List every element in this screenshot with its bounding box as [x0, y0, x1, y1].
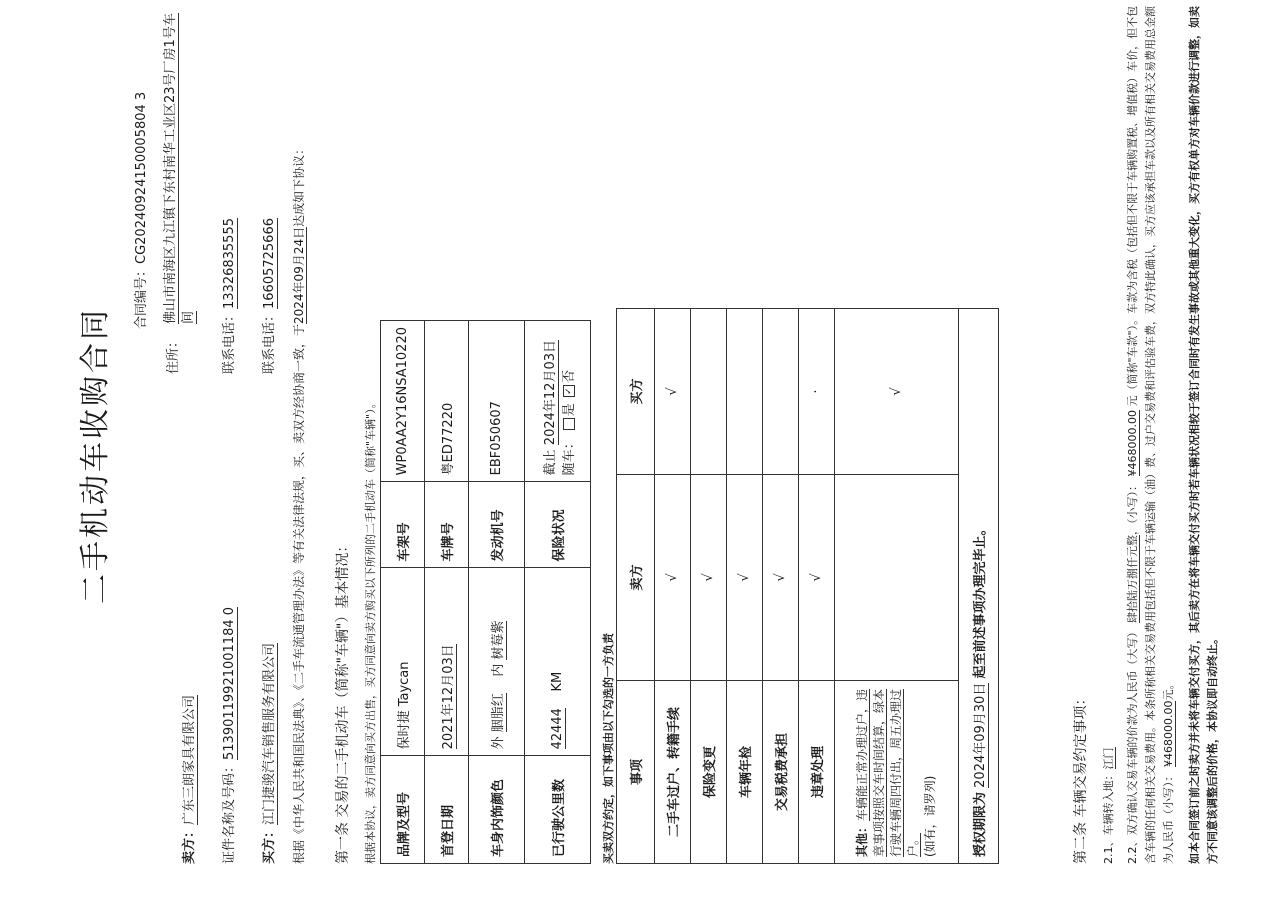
- reg-date-value: 2021年12月03日: [441, 644, 456, 750]
- reg-date-label: 首登日期: [425, 756, 469, 864]
- seller-address-row: [162, 335, 181, 374]
- insurance-deadline-line: [539, 327, 558, 475]
- mileage-value: 42444: [550, 708, 565, 750]
- resp-other-seller: [835, 475, 959, 681]
- resp-seller-check: √: [691, 475, 727, 681]
- buyer-name: 江门捷骏汽车销售服务有限公司: [262, 642, 277, 825]
- buyer-phone-value: 16605725666: [262, 218, 277, 309]
- plate-value: 粤ED77220: [425, 321, 469, 482]
- resp-row: [727, 309, 763, 864]
- resp-other-buyer: √: [835, 309, 959, 475]
- checkbox-yes[interactable]: [563, 418, 575, 430]
- resp-item: 违章处理: [799, 681, 835, 864]
- seller-address: [162, 4, 198, 324]
- color-cell: [469, 568, 525, 756]
- vin-label: 车架号: [381, 482, 425, 568]
- engine-value: EBF050607: [469, 321, 525, 482]
- resp-buyer-check: √: [655, 309, 691, 475]
- color-inner-prefix: 内: [491, 663, 506, 677]
- item-2-2-a: 双方确认交易车辆的价款为人民币（大写）: [1126, 626, 1139, 836]
- seller-id-label: 证件名称及号码：: [222, 759, 237, 864]
- item-2-2-no: 2.2、: [1126, 835, 1139, 864]
- checkbox-no[interactable]: ✓: [563, 385, 575, 397]
- intro-date: 2024年09月24日: [292, 226, 306, 324]
- contract-number-label: 合同编号：: [134, 263, 149, 329]
- plate-label: 车牌号: [425, 482, 469, 568]
- seller-id-row: [218, 607, 237, 864]
- item-2-2: [1124, 4, 1178, 864]
- intro-text-a: 根据《中华人民共和国民法典》、《二手车流通管理办法》等有关法律法规，买、卖双方经协商一致，于: [292, 323, 306, 864]
- resp-other-row: [835, 309, 959, 864]
- seller-address-value: 佛山市南海区九江镇下东村南华工业区23号厂房1号车间: [163, 13, 196, 324]
- color-inner: 树莓紫: [491, 620, 506, 660]
- mileage-unit: KM: [550, 671, 565, 692]
- buyer-label: 买方：: [262, 824, 277, 864]
- resp-other-text: 车辆能正常办理过户，违章事项按照交车时间结算，绿本行驶车辆周四付出，周五办理过户。: [855, 688, 920, 857]
- resp-row: [763, 309, 799, 864]
- resp-buyer-check: [727, 309, 763, 475]
- vin-value: WP0AA2Y16NSA10220: [381, 321, 425, 482]
- brand-value: 保时捷 Taycan: [381, 568, 425, 756]
- color-label: 车身内饰颜色: [469, 756, 525, 864]
- intro-text-b: 达成如下协议：: [292, 142, 306, 227]
- seller-phone-value: 13326835555: [222, 218, 237, 309]
- resp-item: 二手车过户、转籍手续: [655, 681, 691, 864]
- resp-buyer-check: ·: [799, 309, 835, 475]
- item-2-1: [1100, 748, 1116, 865]
- resp-item: 保险变更: [691, 681, 727, 864]
- resp-buyer-check: [763, 309, 799, 475]
- vehicle-row: [525, 321, 591, 864]
- article1-description: 根据本协议，卖方同意向买方出售，买方同意向卖方购买以下所列的二手机动车（简称"车辆"）。: [364, 397, 377, 864]
- resp-seller-check: √: [799, 475, 835, 681]
- auth-prefix: 授权期限为: [973, 791, 988, 857]
- resp-buyer-check: [691, 309, 727, 475]
- insurance-deadline: 2024年12月03日: [542, 340, 558, 446]
- contract-number-value: CG20240924150005804 3: [134, 91, 149, 264]
- item-2-2-b: ，（小写）：: [1126, 480, 1139, 535]
- resp-other-label: 其他：: [855, 820, 869, 857]
- col-seller-header: 卖方: [617, 475, 655, 681]
- intro-paragraph: [290, 24, 308, 864]
- resp-seller-check: √: [727, 475, 763, 681]
- reg-date-cell: [425, 568, 469, 756]
- responsibility-note: 买卖双方约定，如下事项由以下勾选的一方负责: [602, 633, 615, 864]
- resp-seller-check: √: [655, 475, 691, 681]
- resp-row: [799, 309, 835, 864]
- col-buyer-header: 买方: [617, 309, 655, 475]
- insurance-label: 保险状况: [525, 482, 591, 568]
- buyer-name-row: [258, 643, 277, 864]
- insurance-deadline-prefix: 截止: [542, 449, 558, 476]
- auth-date: 2024年09月30日: [973, 682, 988, 788]
- buyer-phone-label: 联系电话：: [262, 308, 277, 374]
- vehicle-row: [469, 321, 525, 864]
- item-2-1-label: 2.1、车辆转入地：: [1102, 769, 1115, 864]
- auth-row: [959, 309, 999, 864]
- insurance-cell: [525, 321, 591, 482]
- vehicle-row: [381, 321, 425, 864]
- engine-label: 发动机号: [469, 482, 525, 568]
- item-2-2-c: 元（简称"车款"）。车款为含税（包括但不限于车辆购置税、增值税）车价，但不包含车辆的任何相关交易费用。本条所称相关交易费用包括但不限于车辆运输（油）费、过户交易费和评估验车费，双方特此确认，买方应该承担车款以及所有相关交易费用总金额为人民币（小写）：: [1126, 5, 1175, 864]
- seller-label: 卖方：: [182, 824, 197, 864]
- contract-number: [130, 92, 149, 329]
- yes-label: 是: [561, 403, 577, 417]
- resp-other-cell: [835, 681, 959, 864]
- seller-phone-label: 联系电话：: [222, 308, 237, 374]
- auth-cell: [959, 309, 999, 864]
- mileage-cell: [525, 568, 591, 756]
- amount-number: ¥468000.00: [1126, 410, 1139, 477]
- resp-other-hint: (如有，请罗列): [923, 775, 937, 857]
- resp-item: 车辆年检: [727, 681, 763, 864]
- seller-name-row: [178, 695, 197, 864]
- col-item-header: 事项: [617, 681, 655, 864]
- total-amount: ¥468000.00: [1162, 700, 1175, 767]
- document-title: 二手机动车收购合同: [78, 307, 113, 604]
- footer-clause: 如本合同签订前之时卖方并未将车辆交付买方，其后卖方在将车辆交付买方时若车辆状况相较于签订合同时有发生事故或其他重大变化，买方有权单方对车辆价款进行调整，如卖方不同意该调整后的价格，本协议即自动终止。: [1188, 6, 1219, 864]
- article2-heading: 第二条 车辆交易约定事项：: [1073, 691, 1089, 864]
- resp-row: [691, 309, 727, 864]
- insurance-follow-line: [558, 327, 577, 475]
- amount-chinese: 肆拾陆万捌仟元整: [1126, 535, 1139, 623]
- no-label: 否: [561, 370, 577, 384]
- resp-row: [655, 309, 691, 864]
- resp-seller-check: √: [763, 475, 799, 681]
- resp-header-row: [617, 309, 655, 864]
- vehicle-info-table: [380, 320, 591, 864]
- article1-heading: 第一条 交易的二手机动车（简称"车辆"）基本情况：: [335, 538, 351, 864]
- seller-address-label: 住所：: [166, 334, 181, 374]
- auth-suffix: 起至前述事项办理完毕止。: [973, 522, 988, 679]
- color-outer-prefix: 外: [491, 736, 506, 750]
- responsibility-table: [616, 308, 999, 864]
- seller-id-value: 51390119921001184 0: [222, 606, 237, 760]
- resp-item: 交易税费承担: [763, 681, 799, 864]
- vehicle-row: [425, 321, 469, 864]
- seller-phone-row: [218, 218, 237, 374]
- buyer-phone-row: [258, 218, 277, 374]
- item-2-1-value: 江门: [1102, 747, 1115, 770]
- color-outer: 胭脂红: [491, 693, 506, 733]
- mileage-label: 已行驶公里数: [525, 756, 591, 864]
- insurance-follow-prefix: 随车：: [561, 436, 577, 476]
- brand-label: 品牌及型号: [381, 756, 425, 864]
- seller-name: 广东三朗家具有限公司: [182, 694, 197, 825]
- item-2-2-d: 元。: [1162, 678, 1175, 701]
